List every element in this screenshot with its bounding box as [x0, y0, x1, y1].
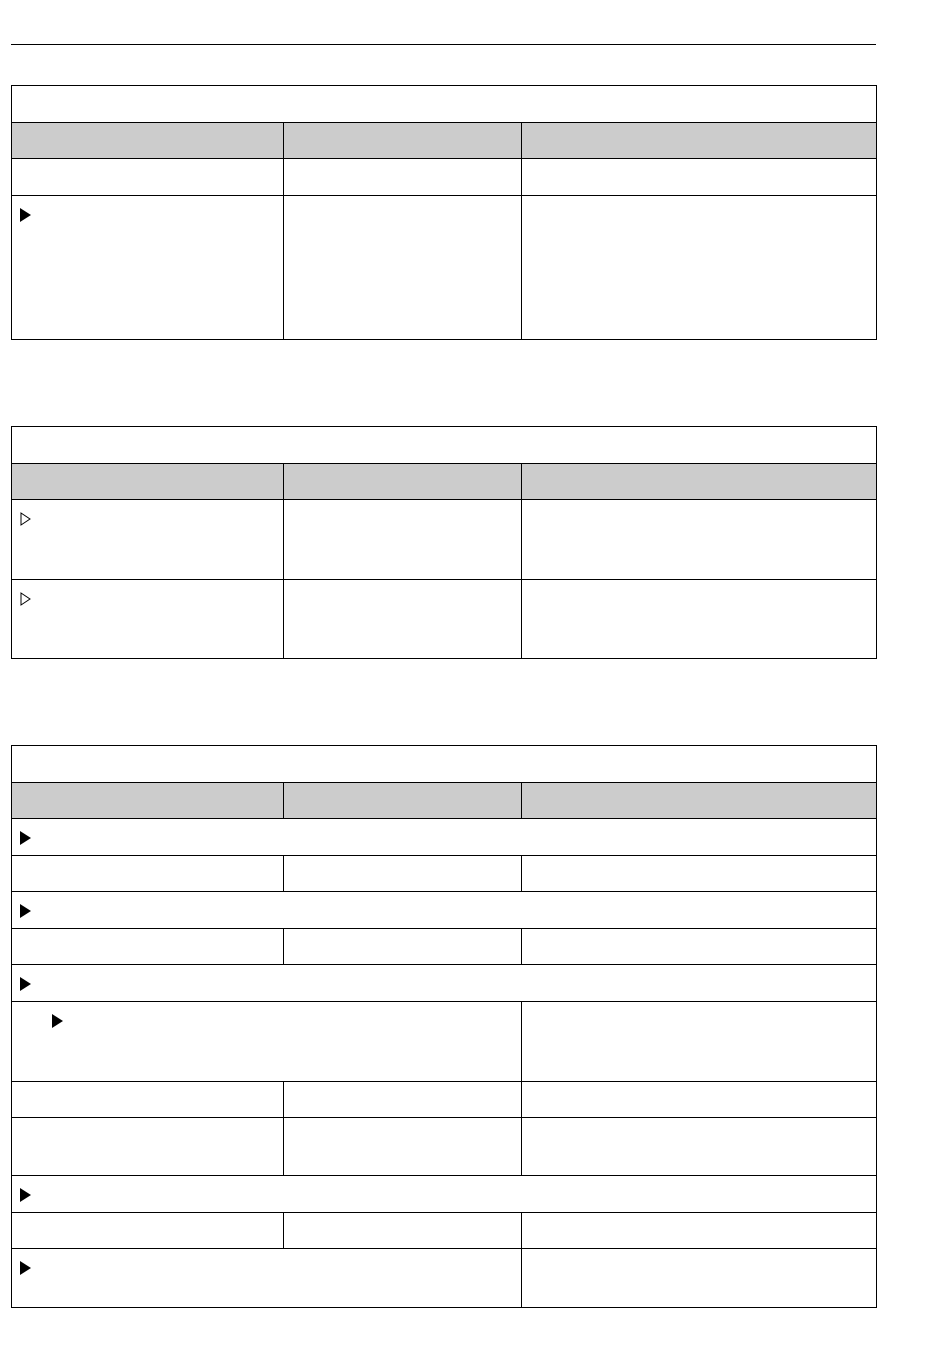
table-row: [12, 856, 877, 892]
table-cell: [522, 500, 877, 580]
table-cell: [522, 196, 877, 340]
parameter-table-1: [11, 85, 877, 340]
table-cell: [284, 196, 522, 340]
table-cell: [12, 856, 284, 892]
triangle-arrow-icon: [20, 1261, 31, 1275]
table-cell: [284, 159, 522, 196]
column-header: [284, 123, 522, 159]
table-cell: [284, 1118, 522, 1176]
column-header: [284, 783, 522, 819]
table-cell: [12, 196, 284, 340]
table-row: [12, 580, 877, 659]
group-cell: [12, 965, 877, 1002]
table-cell: [522, 856, 877, 892]
column-header: [522, 783, 877, 819]
table-row: [12, 196, 877, 340]
table-cell: [284, 1082, 522, 1118]
triangle-arrow-icon: [20, 904, 31, 918]
table-row: [12, 1082, 877, 1118]
table-cell: [12, 1118, 284, 1176]
table-cell: [12, 159, 284, 196]
table-cell: [522, 159, 877, 196]
triangle-arrow-icon: [52, 1014, 63, 1028]
parameter-table-2: [11, 426, 877, 659]
triangle-arrow-icon: [20, 1188, 31, 1202]
table-cell: [522, 1249, 877, 1308]
column-header: [522, 123, 877, 159]
merged-cell: [12, 1249, 522, 1308]
table-cell: [12, 1213, 284, 1249]
group-cell: [12, 892, 877, 929]
table-header-row: [12, 783, 877, 819]
triangle-arrow-icon: [20, 977, 31, 991]
table-cell: [12, 1082, 284, 1118]
column-header: [12, 783, 284, 819]
header-rule: [11, 44, 876, 45]
table-cell: [522, 1213, 877, 1249]
group-row: [12, 965, 877, 1002]
table-header-row: [12, 464, 877, 500]
outline-triangle-icon: [20, 512, 31, 526]
table-cell: [284, 929, 522, 965]
parameter-table-3: [11, 745, 877, 1308]
column-header: [12, 123, 284, 159]
table-cell: [522, 1002, 877, 1082]
merged-cell: [12, 1002, 522, 1082]
merged-row: [12, 1249, 877, 1308]
table-title: [12, 86, 877, 123]
table-title: [12, 427, 877, 464]
table-cell: [522, 1118, 877, 1176]
group-cell: [12, 1176, 877, 1213]
column-header: [522, 464, 877, 500]
table-cell: [522, 929, 877, 965]
table-cell: [284, 1213, 522, 1249]
table-cell: [12, 500, 284, 580]
table-cell: [12, 929, 284, 965]
group-row: [12, 892, 877, 929]
table-cell: [284, 580, 522, 659]
table-cell: [12, 580, 284, 659]
group-row: [12, 1176, 877, 1213]
column-header: [12, 464, 284, 500]
triangle-arrow-icon: [20, 208, 31, 222]
table-row: [12, 1118, 877, 1176]
outline-triangle-icon: [20, 592, 31, 606]
table-header-row: [12, 123, 877, 159]
group-row: [12, 819, 877, 856]
table-title-row: [12, 746, 877, 783]
table-cell: [284, 856, 522, 892]
table-row: [12, 159, 877, 196]
table-title-row: [12, 427, 877, 464]
table-title: [12, 746, 877, 783]
table-row: [12, 929, 877, 965]
table-row: [12, 500, 877, 580]
merged-row: [12, 1002, 877, 1082]
table-row: [12, 1213, 877, 1249]
table-cell: [522, 580, 877, 659]
column-header: [284, 464, 522, 500]
table-cell: [522, 1082, 877, 1118]
table-title-row: [12, 86, 877, 123]
table-cell: [284, 500, 522, 580]
group-cell: [12, 819, 877, 856]
triangle-arrow-icon: [20, 831, 31, 845]
